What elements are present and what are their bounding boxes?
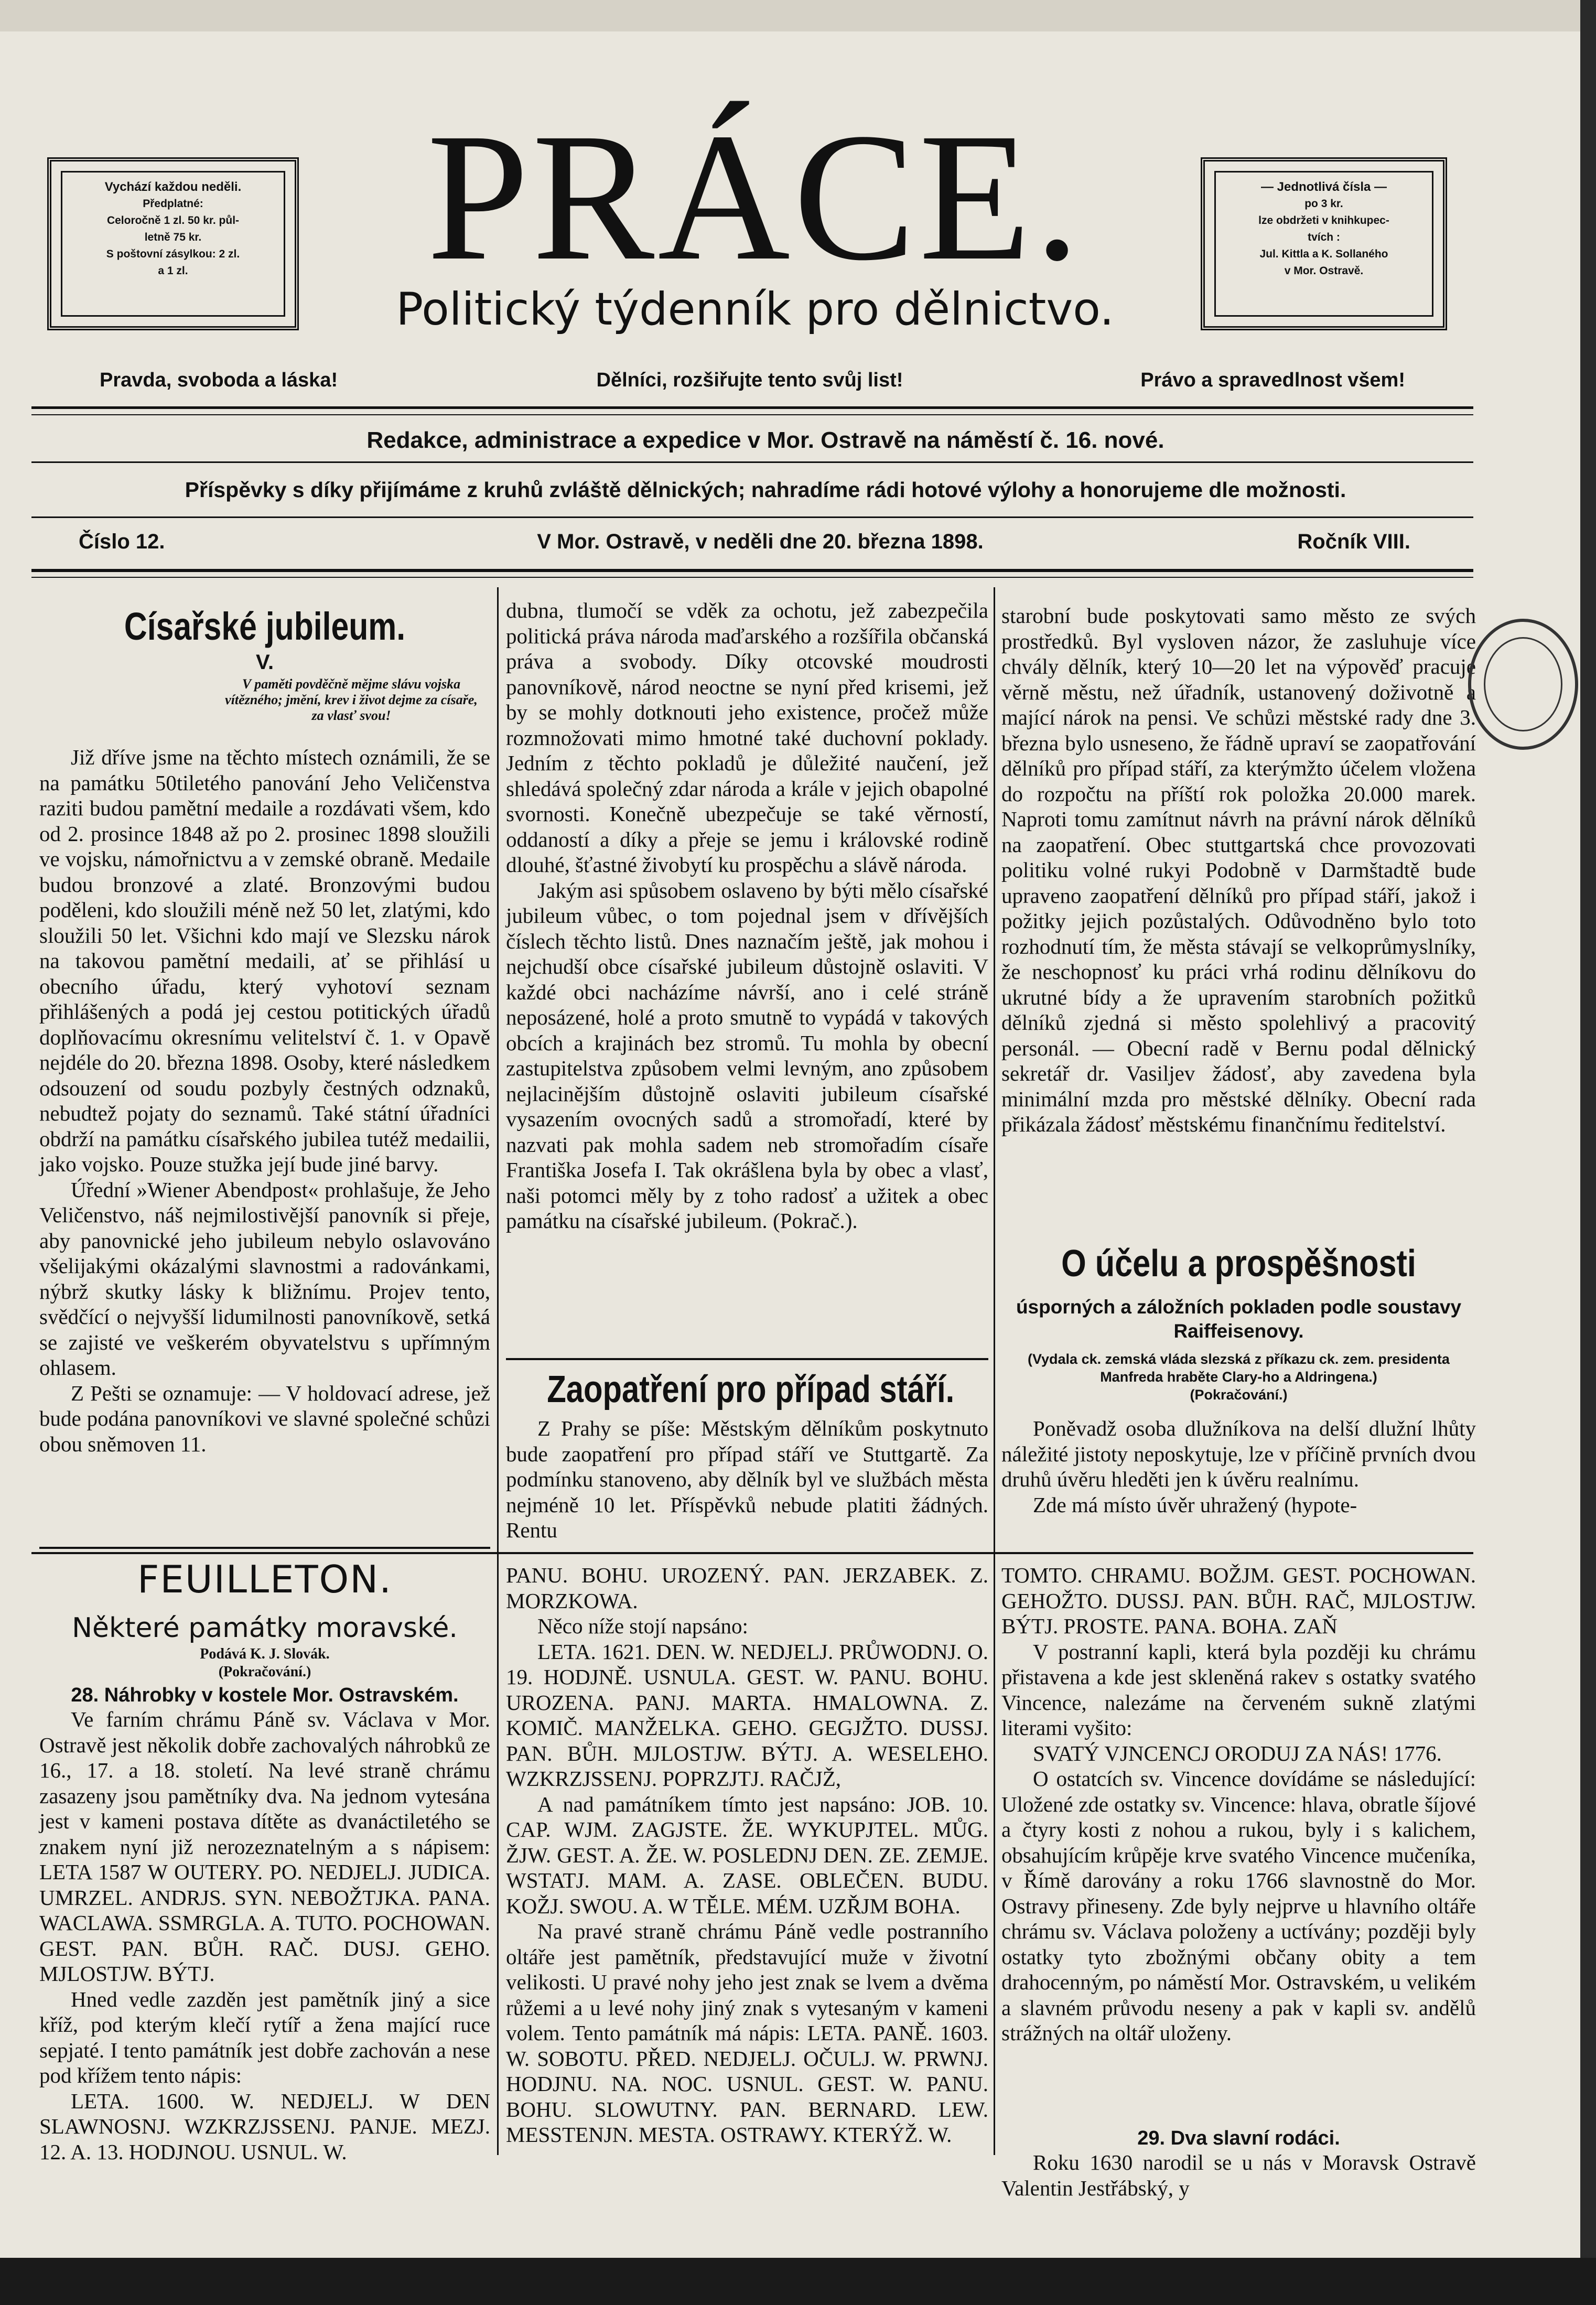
paragraph: Poněvadž osoba dlužníkova na delší dlužní lhůty náležité jistoty neposkytuje, lze v příčině prvních dvou druhů úvěru hleděti jen k úvěru realnímu. xyxy=(1001,1416,1476,1491)
feuilleton-body-4 xyxy=(1001,2150,1476,2202)
rule-top xyxy=(31,406,1473,409)
feuilleton-author: Podává K. J. Slovák. xyxy=(200,1646,330,1662)
paragraph: Roku 1630 narodil se u nás v Moravsk Ostravě Valentin Jestřábský, y xyxy=(1001,2150,1476,2200)
scan-edge-bottom xyxy=(0,2258,1596,2305)
feuilleton-body-2 xyxy=(506,1563,988,2150)
headline-jubileum: Císařské jubileum. xyxy=(124,605,406,648)
issue-number: Číslo 12. xyxy=(79,530,165,553)
rule-mid xyxy=(31,461,1473,463)
section-divider xyxy=(506,1358,988,1360)
paragraph: Úřední »Wiener Abendpost« prohlašuje, že Jeho Veličenstvo, náš nejmilostivější panovník si přeje, aby panovnické jeho jubileum nebylo oslavováno všelijakými okázalými slavnostmi a radovánkami, nýbrž skutky lásky k bližnímu. Projev tento, svědčící o nejvyšší lidumilnosti panovníkově, setká se zajisté ve veškerém obyvatelstvu s upřímným ohlasem. xyxy=(39,1177,490,1380)
library-stamp-inner xyxy=(1484,637,1562,731)
subscription-line: letně 75 kr. xyxy=(144,231,202,243)
editorial-address: Redakce, administrace a expedice v Mor. Ostravě na náměstí č. 16. nové. xyxy=(366,427,1164,453)
article-motto: V paměti povděčně mějme slávu vojska vítězného; jmění, krev i život dejme za císaře, za vlasť svou! xyxy=(225,676,478,723)
single-copy-line: po 3 kr. xyxy=(1304,198,1343,210)
continued-note: (Pokrač.). xyxy=(772,1209,858,1233)
paragraph: O ostatcích sv. Vincence dovídáme se následující: Uložené zde ostatky sv. Vincence: hlava, obratle šíjové a čtyry kosti z nohou a rukou, byly i s kalichem, obsahujícím krůpěje krve svatého Vincence mučeníka, v Římě darovány a roku 1766 slavnostně do Mor. Ostravy přineseny. Zde byly nejprve u hlavního oltáře chrámu sv. Václava položeny a uctívány; později byly ostatky tyto zbožnými občany obity a tem drahocenným, po náměstí Mor. Ostravském, u velikém a slavném průvodu neseny a pak v kapli sv. andělů strážných na oltář uloženy. xyxy=(1001,1767,1476,2045)
headline-ucelu: O účelu a prospěšnosti xyxy=(1061,1243,1416,1285)
paragraph-text: Jakým asi spůsobem oslaveno by býti mělo císařské jubileum vůbec, o tom pojednal jsem v dřívějších číslech těchto listů. Dnes naznačím ještě, jak mohou i nejchudší obce císařské jubileum důstojně oslaviti. V každé obci nacházíme návrší, ano i celé stráně neposázené, holé a proto smutně to vypádá v takových obcích a krajinách bez stromů. Tu mohla by obecní zastupitelstva způsobem velmi levným, ano způsobem nejlacinějším důstojně oslaviti jubileum císařské vysazením ovocných sadů a stromořadí, které by nazvati pak mohla sadem neb stromořadím císaře Františka Josefa I. Tak okrášlena byla by obec a vlasť, naši potomci měly by z toho radosť a užitek a obec památku na císařské jubileum. xyxy=(506,878,988,1233)
feuilleton-section: 28. Náhrobky v kostele Mor. Ostravském. xyxy=(71,1684,459,1706)
scan-edge-top xyxy=(0,0,1596,31)
single-copy-line: — Jednotlivá čísla — xyxy=(1260,180,1387,194)
subscription-line: Celoročně 1 zl. 50 kr. půl- xyxy=(106,214,240,227)
paragraph: V postranní kapli, která byla později ku chrámu přistavena a kde jest skleněná rakev s ostatky svatého Vincence, nalezáme na červeném sukně zlatými literami vyšito: xyxy=(1001,1639,1476,1740)
rule-header-bottom-thin xyxy=(31,577,1473,578)
single-copy-line: tvích : xyxy=(1308,231,1340,243)
single-copy-line: Jul. Kittla a K. Sollaného xyxy=(1259,248,1388,260)
headline-part: V. xyxy=(255,651,274,674)
paragraph: SVATÝ VJNCENCJ ORODUJ ZA NÁS! 1776. xyxy=(1033,1741,1442,1765)
paragraph: Ve farním chrámu Páně sv. Václava v Mor. Ostravě jest několik dobře zachovalých náhrobků ze 16., 17. a 18. století. Na levé straně chrámu zasazeny jsou pamětníky dva. Na jednom vytesána jest v kameni postava dítěte as dvanáctiletého se znakem nyní již nerozeznatelným a s nápisem: LETA 1587 W OUTERY. PO. NEDJELJ. JUDICA. UMRZEL. ANDRJS. SYN. NEBOŽTJKA. PANA. WACLAWA. SSMRGLA. A. TUTO. POCHOWAN. GEST. PAN. BŮH. RAČ. DUSJ. GEHO. MJLOSTJW. BÝTJ. xyxy=(39,1707,490,1986)
scan-edge-right xyxy=(1580,0,1596,2305)
rule-header-bottom xyxy=(31,569,1473,572)
issue-volume: Ročník VIII. xyxy=(1297,530,1410,553)
rule-top-thin xyxy=(31,414,1473,415)
paragraph: Na pravé straně chrámu Páně vedle postranního oltáře jest pamětník, představující muže v životní velikosti. U pravé nohy jeho jest znak se lvem a dvěma růžemi a u levé nohy jiný znak s vytesaným v kameni volem. Tento památník má nápis: LETA. PANĚ. 1603. W. SOBOTU. PŘED. NEDJELJ. OČULJ. W. PRWNJ. HODJNU. NA. NOC. USNUL. GEST. W. PANU. BOHU. SLOWUTNY. PAN. BERNARD. LEW. MESSTENJN. MESTA. OSTRAWY. KTERÝŽ. W. xyxy=(506,1919,988,2147)
subscription-line: S poštovní zásylkou: 2 zl. xyxy=(106,248,240,260)
paragraph: Něco níže stojí napsáno: xyxy=(537,1614,748,1638)
feuilleton-subtitle: Některé památky moravské. xyxy=(72,1612,458,1644)
paragraph: starobní bude poskytovati samo město ze svých prostředků. Byl vysloven názor, že zasluhuje více chvály dělník, který 10—20 let na výpověď pracuje věrně městu, než úřadník, ustanovený doživotně a mající nárok na pensi. Ve schůzi městské rady dne 3. března bylo usneseno, že řádně upraví se zaopatřování dělníků pro případ stáří, za kterýmžto účelem vložena do rozpočtu na příští rok položka 20.000 marek. Naproti tomu zamítnut návrh na právní nárok dělníků na zaopatření. Obec stuttgartská chce provozovati politiku volné rukyi Podobně v Darmštadtě bude upraveno zaopatření dělníků pro případ stáří, jakož i požitky jejich pozůstalých. Odůvodněno bylo toto rozhodnutí tím, že města stávají se velkoprůmyslníky, že neschopnosť ku práci vrhá rodinu dělníkovu do ukrutné bídy a že upravením starobních požitků dělníků zjedná si město spolehlivý a pracovitý personál. — Obecní radě v Bernu podal dělnický sekretář dr. Vasiljev žádosť, aby zavedena byla minimální mzda pro městské dělníky. Obecní rada přikázala žádosť městskému finančnímu ředitelství. xyxy=(1001,604,1476,1136)
paragraph: Z Prahy se píše: Městským dělníkům poskytnuto bude zaopatření pro případ stáří ve Stuttgartě. Za podmínku stanoveno, aby dělník byl ve službách města nejméně 10 let. Příspěvků nebude platiti žádných. Rentu xyxy=(506,1416,988,1542)
article-zaopatreni-body xyxy=(506,1416,988,1547)
feuilleton-body-3 xyxy=(1001,1563,1476,2124)
paragraph: Již dříve jsme na těchto místech oznámili, že se na památku 50tiletého panování Jeho Veličenstva raziti budou pamětní medaile a rozdávati všem, kdo od 2. prosince 1848 až po 2. prosinec 1898 sloužili ve vojsku, námořnictvu a v zemské obraně. Medaile budou bronzové a zlaté. Bronzovými budou poděleni, kdo sloužili méně než 50 let, zlatými, kdo sloužili 50 let. Všichni kdo mají ve Slezsku nárok na takovou pamětní medaili, ať se přihlásí u obecního úřadu, který vyhotoví seznam přihlášených a podá jej cestou potitických úřadů doplňovacímu okresnímu velitelství č. 1. v Opavě nejdéle do 20. března 1898. Osoby, které následkem odsouzení od soudu pozbyly čestných odznaků, nebudtež pojaty do seznamů. Také státní úřadníci obdrží na památku císařského jubilea tutéž medailii, jako vojsko. Pouze stužka její bude jiné barvy. xyxy=(39,745,490,1176)
paragraph xyxy=(506,878,988,1234)
single-copy-line: v Mor. Ostravě. xyxy=(1284,265,1364,277)
article-zaopatreni-continued xyxy=(1001,603,1476,1232)
feuilleton-rule xyxy=(31,1552,1473,1554)
subscription-line: Předplatné: xyxy=(143,198,203,210)
paragraph: PANU. BOHU. UROZENÝ. PAN. JERZABEK. Z. MORZKOWA. xyxy=(506,1563,988,1613)
subscription-box xyxy=(47,157,299,330)
article-jubileum-continued xyxy=(506,598,988,1353)
feuilleton-body-1 xyxy=(39,1707,490,2164)
feuilleton-title: FEUILLETON. xyxy=(137,1557,392,1601)
paragraph: Zde má místo úvěr uhražený (hypote- xyxy=(1033,1492,1357,1517)
article-note xyxy=(1001,1350,1476,1404)
contributions-note: Příspěvky s díky přijímáme z kruhů zvláště dělnických; nahradíme rádi hotové výlohy a honorujeme dle možnosti. xyxy=(185,478,1346,502)
paragraph: LETA. 1600. W. NEDJELJ. W DEN SLAWNOSNJ. WZKRZJSSENJ. PANJE. MEZJ. 12. A. 13. HODJNOU. USNUL. W. xyxy=(39,2088,490,2164)
single-copy-line: lze obdržeti v knihkupec- xyxy=(1258,214,1389,227)
subscription-line: a 1 zl. xyxy=(158,265,188,277)
note-text: (Vydala ck. zemská vláda slezská z příkazu ck. zem. presidenta Manfreda hraběte Clary-ho a Aldringena.) xyxy=(1028,1351,1450,1385)
masthead-subtitle: Politický týdenník pro dělnictvo. xyxy=(396,283,1114,336)
paragraph: Z Pešti se oznamuje: — V holdovací adrese, jež bude podána panovníkovi ve slavné společné schůzi obou sněmoven 11. xyxy=(39,1381,490,1456)
article-jubileum-body xyxy=(39,745,490,1542)
column-divider xyxy=(497,587,499,2155)
motto-left: Pravda, svoboda a láska! xyxy=(100,369,338,391)
paragraph: Hned vedle zazděn jest pamětník jiný a sice kříž, pod kterým klečí rytíř a žena mající ruce sepjaté. I tento památník jest dobře zachován a nese pod křížem tento nápis: xyxy=(39,1987,490,2087)
paragraph: A nad památníkem tímto jest napsáno: JOB. 10. CAP. WJM. ZAGJSTE. ŽE. WYKUPJTEL. MŮG. ŽJW. GEST. A. ŽE. W. POSLEDNJ DEN. ZE. ZEMJE. WSTATJ. MAM. A. ZASE. OBLEČEN. BUDU. KOŽJ. SWOU. A. W TĚLE. MÉM. UZŘJM BOHA. xyxy=(506,1792,988,1918)
single-copy-box xyxy=(1201,157,1447,330)
section-divider xyxy=(39,1547,490,1549)
subheadline-ucelu: úsporných a záložních pokladen podle soustavy Raiffeisenovy. xyxy=(1016,1296,1462,1342)
motto-center: Dělníci, rozšiřujte tento svůj list! xyxy=(596,369,903,391)
paragraph: LETA. 1621. DEN. W. NEDJELJ. PRŮWODNJ. O. 19. HODJNĚ. USNULA. GEST. W. PANU. BOHU. UROZENA. PANJ. MARTA. HMALOWNA. Z. KOMIČ. MANŽELKA. GEHO. GEGJŽTO. DUSSJ. PAN. BŮH. MJLOSTJW. BÝTJ. A. WESELEHO. WZKRZJSSENJ. POPRZJTJ. RAČJŽ, xyxy=(506,1639,988,1791)
note-continued: (Pokračování.) xyxy=(1190,1387,1288,1403)
rule-mid2 xyxy=(31,516,1473,518)
article-ucelu-body xyxy=(1001,1416,1476,1547)
paragraph: dubna, tlumočí se vděk za ochotu, jež zabezpečila politická práva národa maďarského a rozšířila občanská práva a svobody. Díky otcovské moudrosti panovníkově, národ neoctne se nyní před krisemi, jež by se mohly dotknouti jeho existence, pročež může rozmnožovati mimo hmotné také duchovní poklady. Jedním z těchto pokladů je důležité naučení, jež shledává společný zdar národa a krále v jejich obapolné svornosti. Konečně ubezpečuje se také věrností, oddaností a díky a přeje se jemu i královské rodině dlouhé, šťastné živobytí ku prospěchu a slávě národa. xyxy=(506,598,988,877)
headline-zaopatreni: Zaopatření pro případ stáří. xyxy=(547,1369,955,1410)
feuilleton-section-2: 29. Dva slavní rodáci. xyxy=(1137,2127,1340,2149)
subscription-line: Vychází každou neděli. xyxy=(104,180,242,194)
paragraph: TOMTO. CHRAMU. BOŽJM. GEST. POCHOWAN. GEHOŽTO. DUSSJ. PAN. BŮH. RAČ, MJLOSTJW. BÝTJ. PROSTE. PANA. BOHA. ZAŇ xyxy=(1001,1563,1476,1638)
column-divider xyxy=(994,587,995,2155)
masthead-title: PRÁCE. xyxy=(427,95,1083,298)
motto-right: Právo a spravedlnost všem! xyxy=(1140,369,1405,391)
feuilleton-continued: (Pokračování.) xyxy=(218,1664,311,1680)
issue-date: V Mor. Ostravě, v neděli dne 20. března 1898. xyxy=(537,530,984,553)
